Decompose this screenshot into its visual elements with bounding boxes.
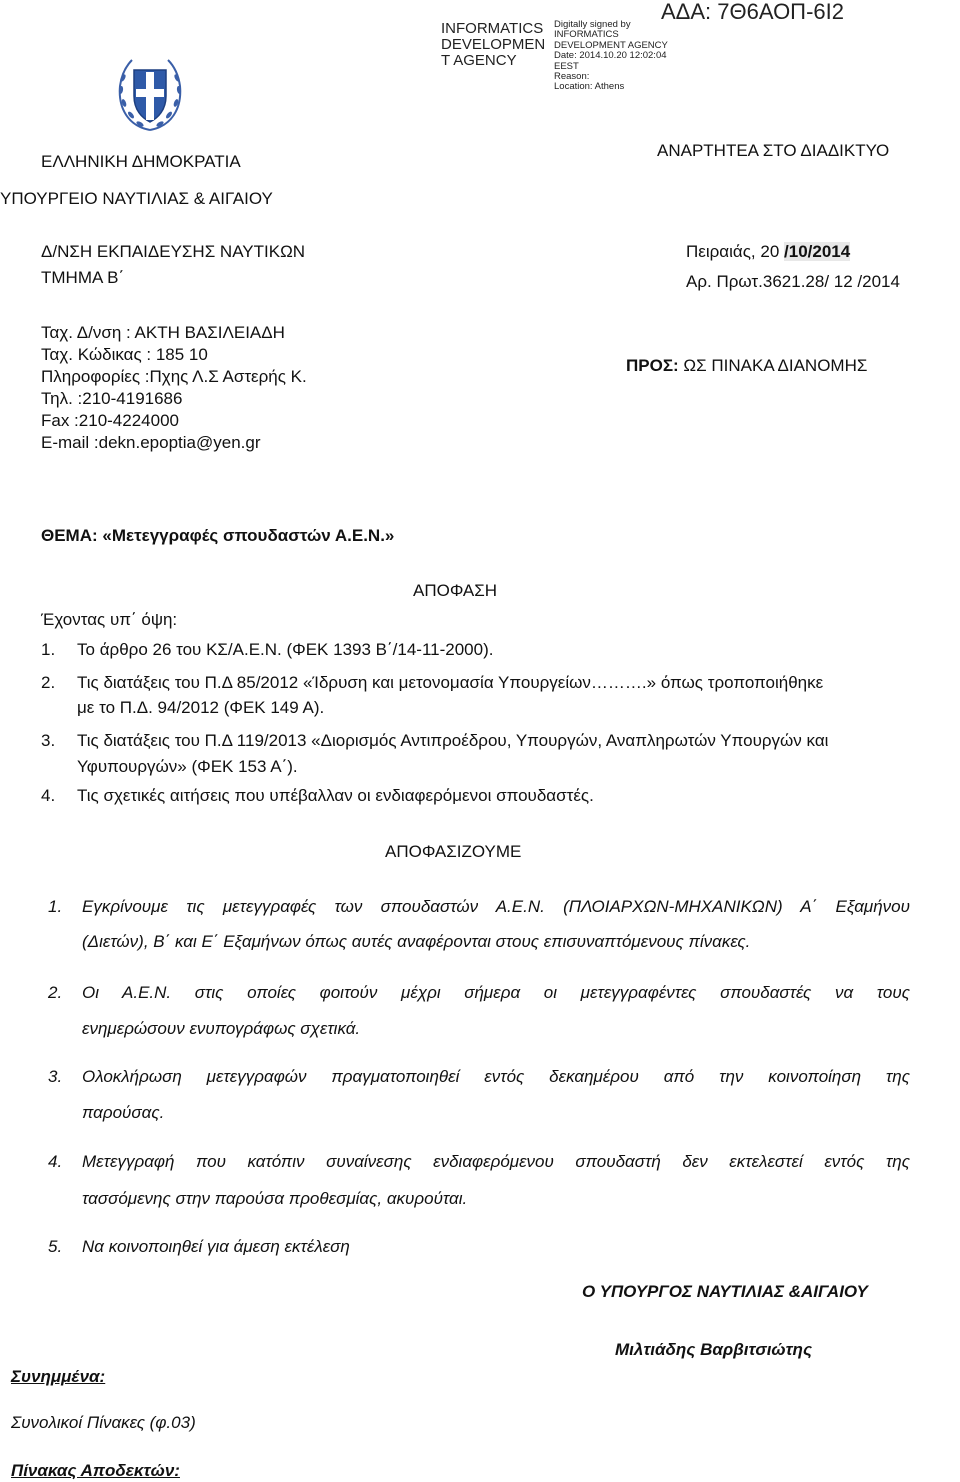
signature-org-line: T AGENCY xyxy=(441,52,517,69)
signature-detail-line: Digitally signed by xyxy=(554,19,631,30)
consideration-num: 2. xyxy=(41,673,56,692)
consideration-text: Το άρθρο 26 του ΚΣ/Α.Ε.Ν. (ΦΕΚ 1393 Β΄/14-11-2000). xyxy=(77,640,494,659)
attachments-value: Συνολικοί Πίνακες (φ.03) xyxy=(11,1413,196,1432)
signature-org xyxy=(441,21,545,69)
minister-name: Μιλτιάδης Βαρβιτσιώτης xyxy=(615,1340,812,1359)
subject-line: ΘΕΜΑ: «Μετεγγραφές σπουδαστών Α.Ε.Ν.» xyxy=(41,526,395,545)
decision-num: 1. xyxy=(48,897,63,916)
republic-label: ΕΛΛΗΝΙΚΗ ΔΗΜΟΚΡΑΤΙΑ xyxy=(41,152,241,171)
recipient-line xyxy=(626,356,867,376)
consideration-num: 4. xyxy=(41,786,56,805)
decision-text: τασσόμενης στην παρούσα προθεσμίας, ακυρούται. xyxy=(82,1189,468,1208)
signature-detail-line: Date: 2014.10.20 12:02:04 xyxy=(554,50,667,62)
department-label: ΤΜΗΜΑ Β΄ xyxy=(41,268,125,287)
to-value: ΩΣ ΠΙΝΑΚΑ ΔΙΑΝΟΜΗΣ xyxy=(678,356,868,375)
directorate-label: Δ/ΝΣΗ ΕΚΠΑΙΔΕΥΣΗΣ ΝΑΥΤΙΚΩΝ xyxy=(41,242,306,261)
consideration-text: Τις διατάξεις του Π.Δ 119/2013 «Διορισμός Αντιπροέδρου, Υπουργών, Αναπληρωτών Υπουργών και xyxy=(77,731,829,750)
date-prefix: Πειραιάς, 20 xyxy=(686,242,785,261)
address-line: Ταχ. Δ/νση : ΑΚΤΗ ΒΑΣΙΛΕΙΑΔΗ xyxy=(41,323,285,342)
decision-text: Ολοκλήρωση μετεγγραφών πραγματοποιηθεί εντός δεκαημέρου από την κοινοποίηση της xyxy=(82,1067,910,1086)
decision-num: 4. xyxy=(48,1152,63,1171)
phone-line: Τηλ. :210-4191686 xyxy=(41,389,183,408)
signature-detail-line: Location: Athens xyxy=(554,81,625,93)
decision-text: παρούσας. xyxy=(82,1103,165,1122)
decision-title: ΑΠΟΦΑΣΗ xyxy=(413,581,498,600)
decision-text: Να κοινοποιηθεί για άμεση εκτέλεση xyxy=(82,1237,350,1256)
ada-code: ΑΔΑ: 7Θ6ΑΟΠ-6Ι2 xyxy=(661,0,844,24)
contact-info xyxy=(41,322,307,454)
signature-detail-line: INFORMATICS xyxy=(554,29,619,41)
decision-text: Μετεγγραφή που κατόπιν συναίνεσης ενδιαφερόμενου σπουδαστή δεν εκτελεστεί εντός της xyxy=(82,1152,910,1171)
consideration-text: Τις διατάξεις του Π.Δ 85/2012 «Ίδρυση και μετονομασία Υπουργείων……….» όπως τροποποιήθηκε xyxy=(77,673,824,692)
decision-text: Εγκρίνουμε τις μετεγγραφές των σπουδαστών Α.Ε.Ν. (ΠΛΟΙΑΡΧΩΝ-ΜΗΧΑΝΙΚΩΝ) Α΄ Εξαμήνου xyxy=(82,897,910,916)
ministry-label: ΥΠΟΥΡΓΕΙΟ ΝΑΥΤΙΛΙΑΣ & ΑΙΓΑΙΟΥ xyxy=(0,189,273,208)
consideration-num: 3. xyxy=(41,731,56,750)
greek-emblem-icon xyxy=(114,56,186,134)
minister-title: Ο ΥΠΟΥΡΓΟΣ ΝΑΥΤΙΛΙΑΣ &ΑΙΓΑΙΟΥ xyxy=(582,1282,868,1301)
email-line: E-mail :dekn.epoptia@yen.gr xyxy=(41,433,261,452)
we-decide-title: ΑΠΟΦΑΣΙΖΟΥΜΕ xyxy=(385,842,522,861)
fax-line: Fax :210-4224000 xyxy=(41,411,179,430)
recipients-label: Πίνακας Αποδεκτών: xyxy=(11,1461,180,1480)
considering-label: Έχοντας υπ΄ όψη: xyxy=(41,610,178,629)
consideration-text: Υφυπουργών» (ΦΕΚ 153 Α΄). xyxy=(77,757,298,776)
consideration-text: Τις σχετικές αιτήσεις που υπέβαλλαν οι ενδιαφερόμενοι σπουδαστές. xyxy=(77,786,594,805)
attachments-label: Συνημμένα: xyxy=(11,1367,106,1386)
signature-detail-line: DEVELOPMENT AGENCY xyxy=(554,39,668,51)
posting-note: ΑΝΑΡΤΗΤΕΑ ΣΤΟ ΔΙΑΔΙΚΤΥΟ xyxy=(657,141,890,160)
decision-num: 3. xyxy=(48,1067,63,1086)
signature-detail-line: EEST xyxy=(554,60,579,72)
signature-org-line: INFORMATICS xyxy=(441,20,544,37)
signature-detail-line: Reason: xyxy=(554,71,590,83)
protocol-number: Αρ. Πρωτ.3621.28/ 12 /2014 xyxy=(686,272,900,291)
decision-text: ενημερώσουν ενυπογράφως σχετικά. xyxy=(82,1019,361,1038)
decision-text: (Διετών), Β΄ και Ε΄ Εξαμήνων όπως αυτές αναφέρονται στους επισυναπτόμενους πίνακες. xyxy=(82,932,751,951)
postal-code-line: Ταχ. Κώδικας : 185 10 xyxy=(41,345,208,364)
decision-num: 5. xyxy=(48,1237,63,1256)
date-highlight: /10/2014 xyxy=(784,242,851,261)
signature-org-line: DEVELOPMEN xyxy=(441,36,546,53)
signature-details xyxy=(554,20,668,93)
contact-person-line: Πληροφορίες :Πχης Λ.Σ Αστερής Κ. xyxy=(41,367,307,386)
consideration-num: 1. xyxy=(41,640,56,659)
to-label: ΠΡΟΣ: xyxy=(626,356,679,375)
decision-text: Οι Α.Ε.Ν. στις οποίες φοιτούν μέχρι σήμερα οι μετεγγραφέντες σπουδαστές να τους xyxy=(82,983,910,1002)
consideration-text: με το Π.Δ. 94/2012 (ΦΕΚ 149 Α). xyxy=(77,698,325,717)
document-date xyxy=(686,242,850,262)
decision-num: 2. xyxy=(48,983,63,1002)
